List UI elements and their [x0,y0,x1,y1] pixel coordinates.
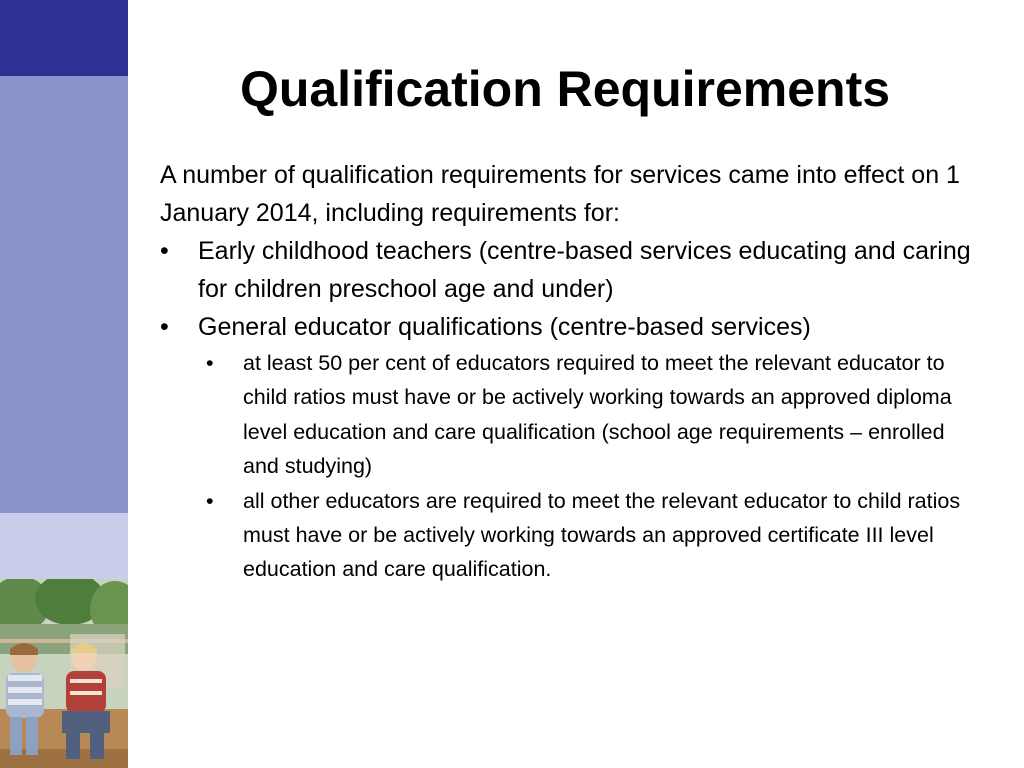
sidebar-band-light [0,513,128,579]
sidebar-band-mid [0,76,128,513]
sidebar-decoration [0,0,128,768]
bullet-icon: • [206,488,214,513]
bullet-icon: • [160,313,169,341]
sidebar-band-dark [0,0,128,76]
bullet-item [160,232,980,308]
bullet-icon: • [160,237,169,265]
children-photo [0,579,128,768]
slide-body [160,156,980,587]
sub-bullet-text: at least 50 per cent of educators required to meet the relevant educator to child ratios must have or be actively working towards an approved diploma level education and care qualification (school age requirements – enrolled and studying) [243,351,952,479]
sub-bullet-item [160,484,975,587]
sub-bullet-item [160,346,975,484]
bullet-icon: • [206,351,214,375]
bullet-text: General educator qualifications (centre-based services) [198,313,811,341]
bullet-item [160,308,980,346]
bullet-text: Early childhood teachers (centre-based services educating and caring for children preschool age and under) [198,237,971,303]
intro-paragraph: A number of qualification requirements for services came into effect on 1 January 2014, including requirements for: [160,161,960,227]
sub-bullet-text: all other educators are required to meet the relevant educator to child ratios must have or be actively working towards an approved certificate III level education and care qualification. [243,488,961,582]
page-title: Qualification Requirements [239,61,891,117]
